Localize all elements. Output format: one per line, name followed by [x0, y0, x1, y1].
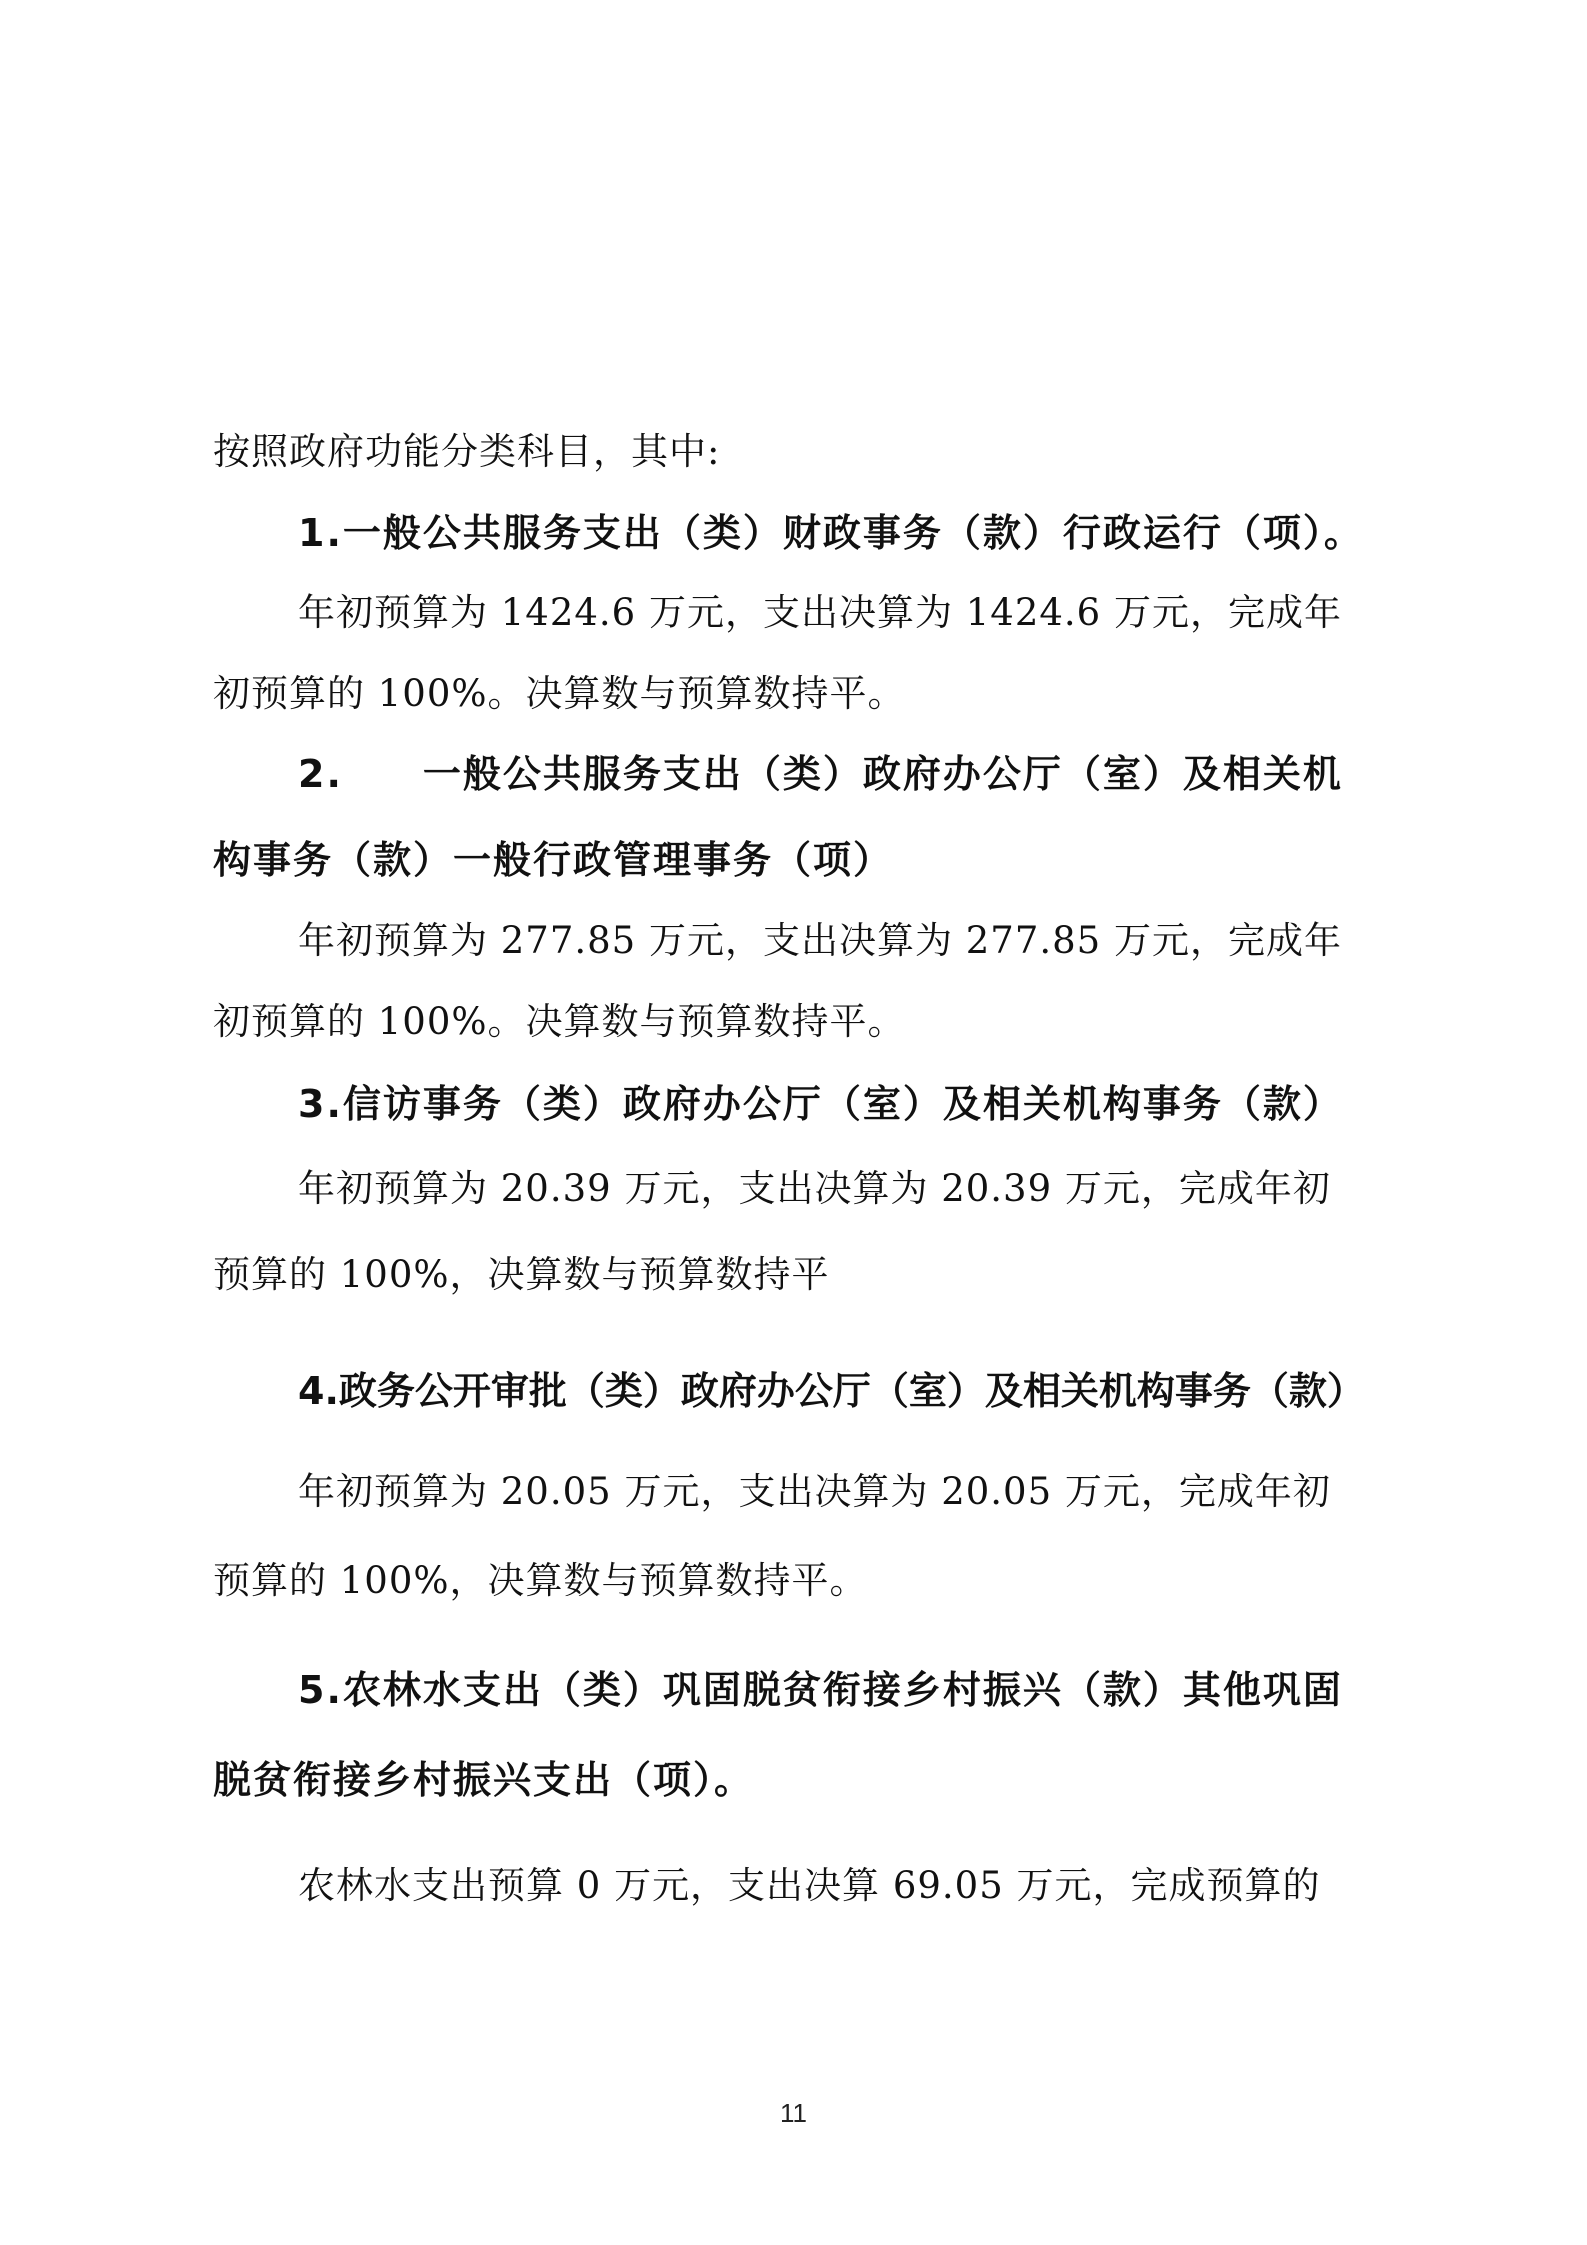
item-1-body-line-1: 年初预算为 1424.6 万元，支出决算为 1424.6 万元，完成年 — [298, 591, 1342, 634]
item-2-heading-line-1: 2. 一般公共服务支出（类）政府办公厅（室）及相关机 — [298, 752, 1343, 796]
item-5-heading-line-1: 5.农林水支出（类）巩固脱贫衔接乡村振兴（款）其他巩固 — [298, 1668, 1343, 1712]
item-4-heading: 4.政务公开审批（类）政府办公厅（室）及相关机构事务（款） — [298, 1369, 1365, 1413]
item-1-body-line-2: 初预算的 100%。决算数与预算数持平。 — [213, 672, 906, 715]
item-1-heading: 1.一般公共服务支出（类）财政事务（款）行政运行（项）。 — [298, 511, 1364, 555]
item-2-body-line-1: 年初预算为 277.85 万元，支出决算为 277.85 万元，完成年 — [298, 919, 1342, 962]
item-2-body-line-2: 初预算的 100%。决算数与预算数持平。 — [213, 1000, 906, 1043]
item-5-body-line-1: 农林水支出预算 0 万元，支出决算 69.05 万元，完成预算的 — [298, 1864, 1321, 1907]
item-3-body-line-2: 预算的 100%，决算数与预算数持平 — [213, 1253, 830, 1296]
item-3-heading: 3.信访事务（类）政府办公厅（室）及相关机构事务（款） — [298, 1082, 1343, 1126]
item-2-heading-line-2: 构事务（款）一般行政管理事务（项） — [213, 838, 894, 882]
item-5-heading-line-2: 脱贫衔接乡村振兴支出（项）。 — [213, 1758, 755, 1802]
item-4-body-line-1: 年初预算为 20.05 万元，支出决算为 20.05 万元，完成年初 — [298, 1470, 1331, 1513]
item-4-body-line-2: 预算的 100%，决算数与预算数持平。 — [213, 1559, 868, 1602]
intro-line: 按照政府功能分类科目，其中: — [213, 430, 721, 473]
page-number: 11 — [780, 2098, 807, 2128]
item-3-body-line-1: 年初预算为 20.39 万元，支出决算为 20.39 万元，完成年初 — [298, 1167, 1331, 1210]
